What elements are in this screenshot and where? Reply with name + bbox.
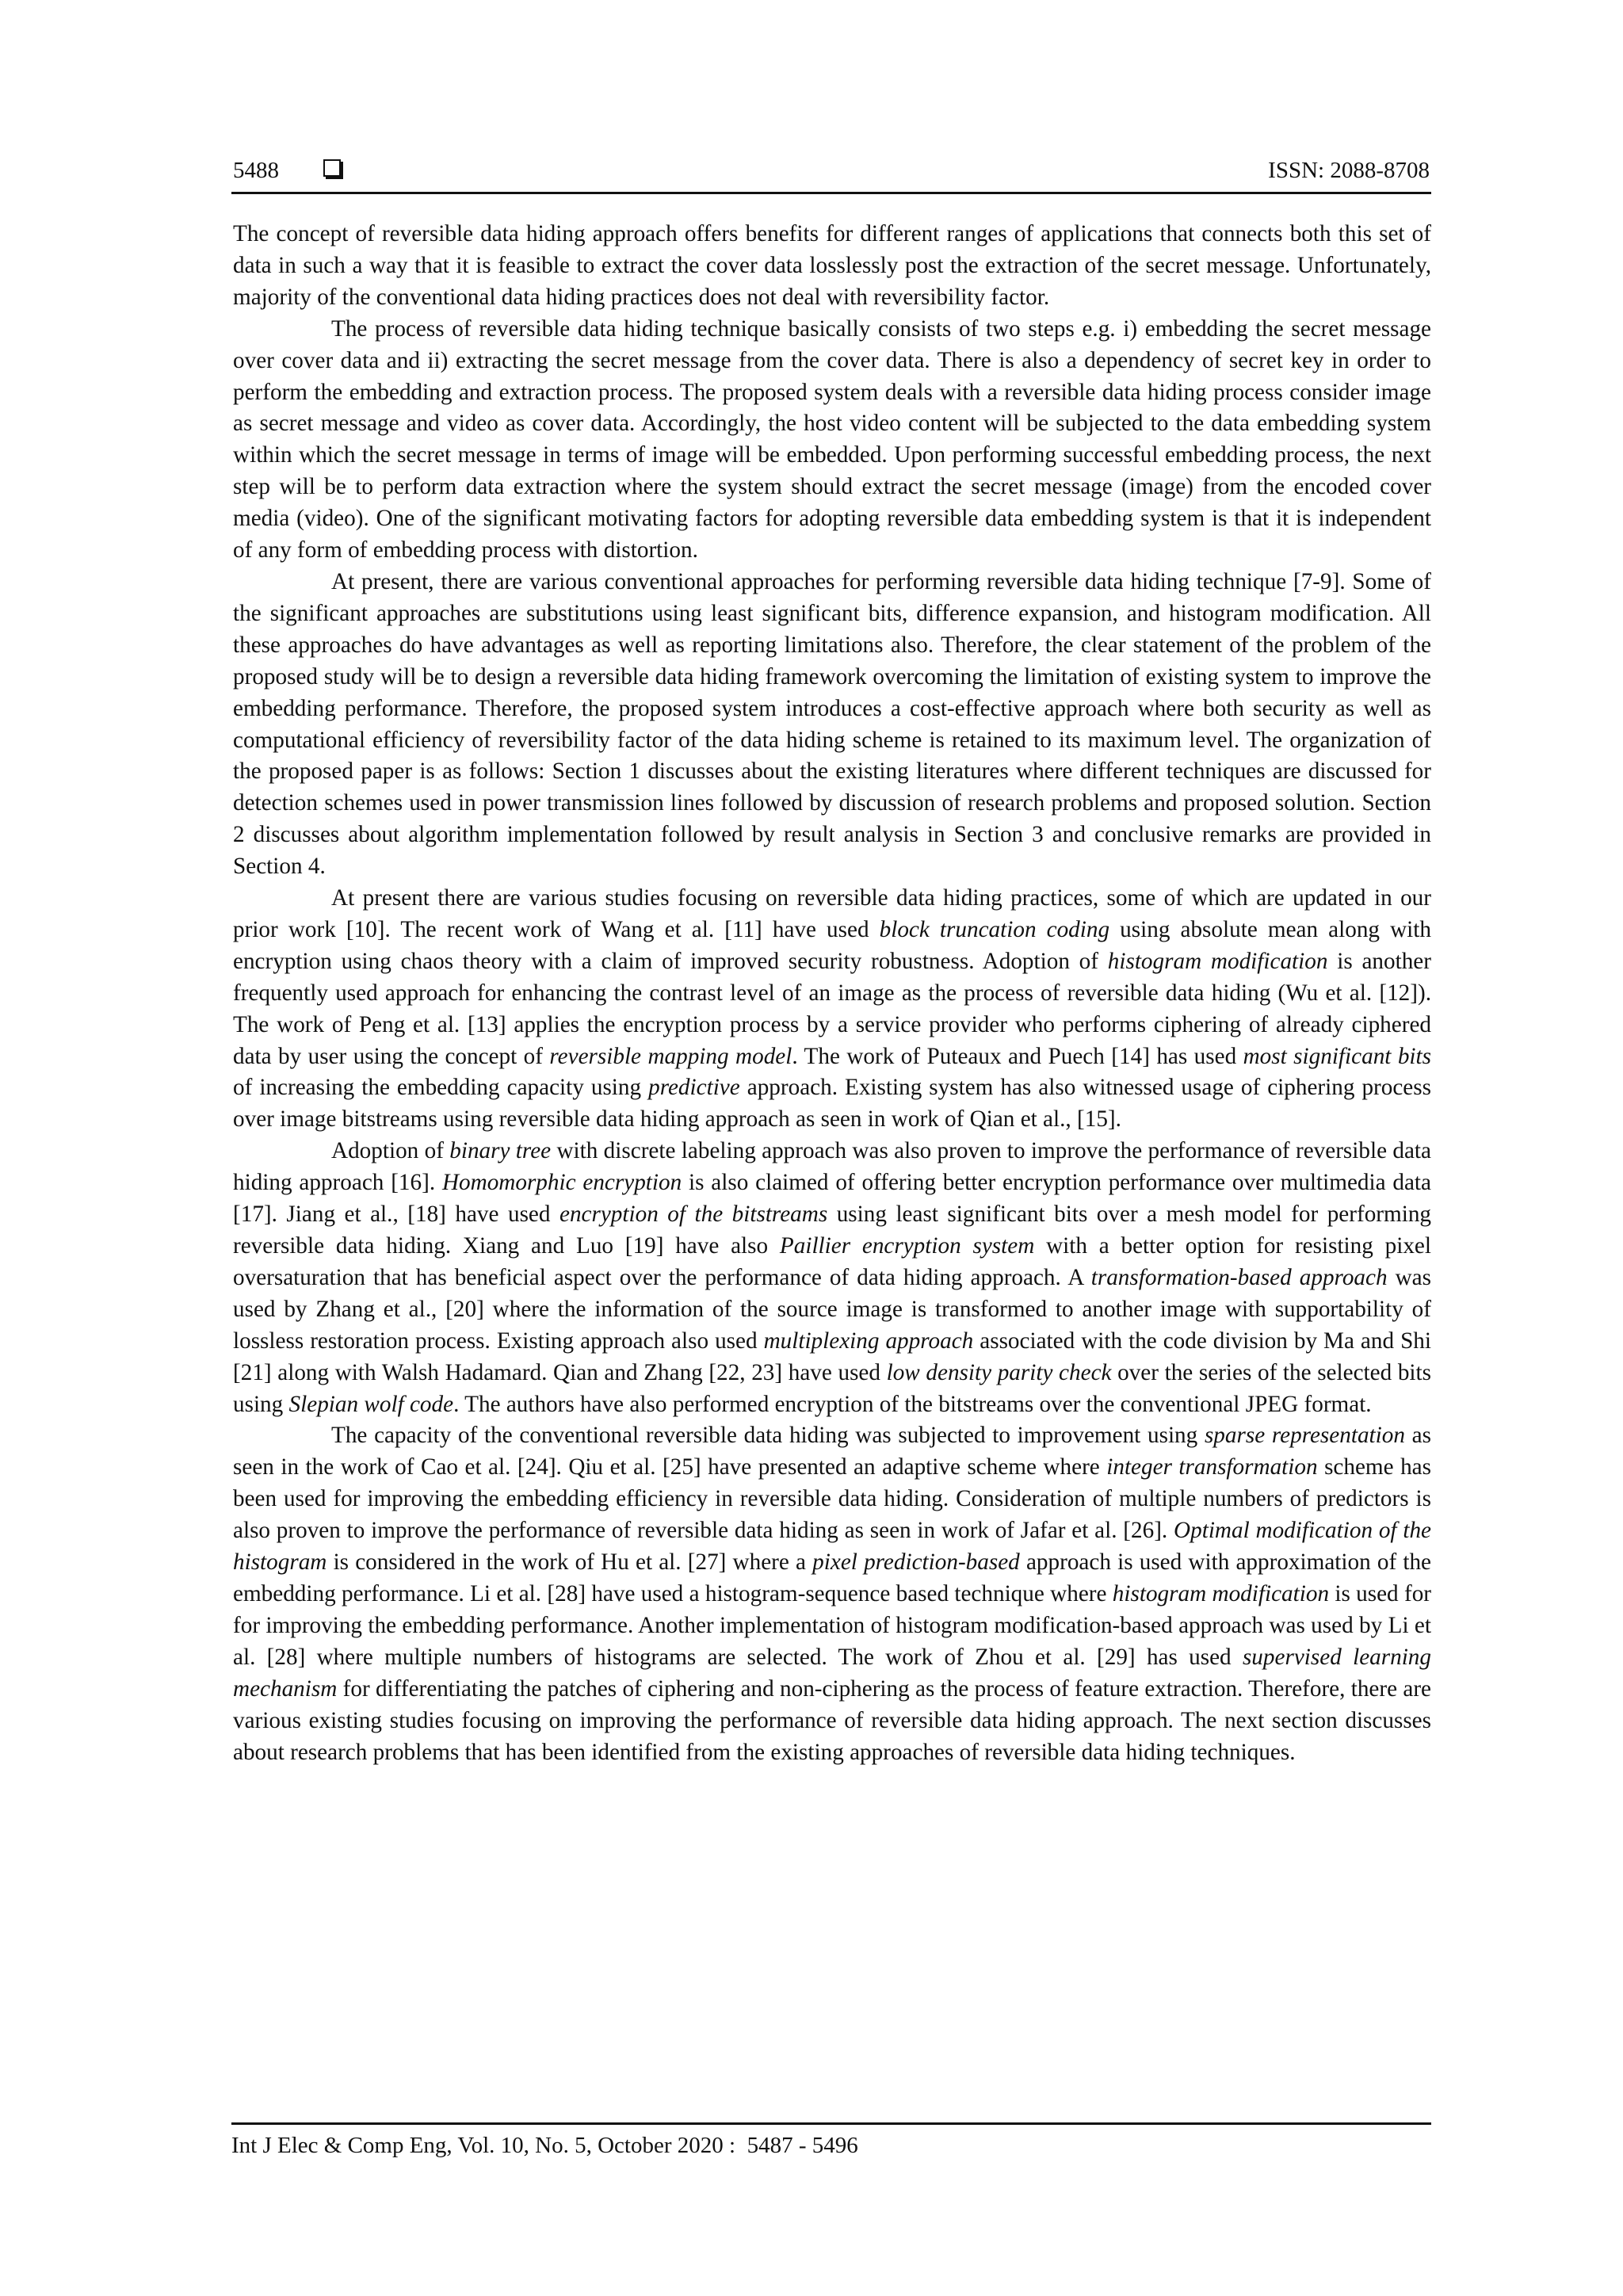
text-run: as seen in the work of Cao et al. [24]. Qiu et al. [25] have presented an adaptive scheme where — [233, 1423, 1431, 1480]
text-run: using absolute mean along with encryption using chaos theory with a claim of improved security robustness. Adoption of — [233, 916, 1431, 974]
italic-term: Homomorphic encryption — [441, 1170, 682, 1196]
italic-term: encryption of the bitstreams — [559, 1201, 828, 1228]
italic-term: predictive — [648, 1075, 740, 1101]
italic-term: integer transformation — [1106, 1454, 1318, 1480]
text-run: approach is used with approximation of the embedding performance. Li et al. [28] have used a histogram-sequence based technique where — [233, 1549, 1431, 1606]
italic-term: histogram modification — [1112, 1580, 1330, 1606]
text-run: The capacity of the conventional reversible data hiding was subjected to improvement using — [331, 1423, 1205, 1449]
text-run: with a better option for resisting pixel oversaturation that has beneficial aspect over the performance of data hiding approach. A — [233, 1233, 1431, 1290]
text-run: was used by Zhang et al., [20] where the information of the source image is transformed to another image with supportability of lossless restoration process. Existing approach also used — [233, 1264, 1431, 1354]
italic-term: pixel prediction-based — [812, 1549, 1020, 1576]
italic-term: sparse representation — [1204, 1423, 1405, 1449]
text-run: for differentiating the patches of ciphering and non-ciphering as the process of feature extraction. Therefore, there are various existing studies focusing on improving the performance of reversible data hiding approach. The next section discusses about research problems that has been identified from the existing approaches of reversible data hiding techniques. — [233, 1675, 1431, 1765]
paragraph-2 — [233, 314, 1431, 567]
italic-term: most significant bits — [1243, 1043, 1431, 1069]
italic-term: Optimal modification of the histogram — [233, 1518, 1431, 1576]
text-run: is also claimed of offering better encryption performance over multimedia data [17]. Jiang et al., [18] have used — [233, 1170, 1431, 1228]
text-run: At present, there are various conventional approaches for performing reversible data hiding technique [7-9]. Some of the significant approaches are substitutions using least significant bits, difference expansion, and histogram modification. All these approaches do have advantages as well as reporting limitations also. Therefore, the clear statement of the problem of the proposed study will be to design a reversible data hiding framework overcoming the limitation of existing system to improve the embedding performance. Therefore, the proposed system introduces a cost-effective approach where both security as well as computational efficiency of reversibility factor of the data hiding scheme is retained to its maximum level. The organization of the proposed paper is as follows: Section 1 discusses about the existing literatures where different techniques are discussed for detection schemes used in power transmission lines followed by discussion of research problems and proposed solution. Section 2 discusses about algorithm implementation followed by result analysis in Section 3 and conclusive remarks are provided in Section 4. — [233, 568, 1431, 880]
text-run: . The work of Puteaux and Puech [14] has used — [792, 1043, 1243, 1069]
italic-term: reversible mapping model — [549, 1043, 792, 1069]
text-run: The process of reversible data hiding technique basically consists of two steps e.g. i) embedding the secret message over cover data and ii) extracting the secret message from the cover data. There is also a dependency of secret key in order to perform the embedding and extraction process. The proposed system deals with a reversible data hiding process consider image as secret message and video as cover data. Accordingly, the host video content will be subjected to the data embedding system within which the secret message in terms of image will be embedded. Upon performing successful embedding process, the next step will be to perform data extraction where the system should extract the secret message (image) from the encoded cover media (video). One of the significant motivating factors for adopting reversible data embedding system is that it is independent of any form of embedding process with distortion. — [233, 315, 1431, 563]
text-run: Adoption of — [331, 1138, 450, 1164]
text-run: with discrete labeling approach was also proven to improve the performance of reversible data hiding approach [16]. — [233, 1138, 1431, 1196]
italic-term: transformation-based approach — [1090, 1264, 1388, 1290]
paragraph-3 — [233, 567, 1431, 883]
text-run: The concept of reversible data hiding approach offers benefits for different ranges of applications that connects both this set of data in such a way that it is feasible to extract the cover data losslessly post the extraction of the secret message. Unfortunately, majority of the conventional data hiding practices does not deal with reversibility factor. — [233, 221, 1431, 310]
footer-citation: Int J Elec & Comp Eng, Vol. 10, No. 5, October 2020 : 5487 - 5496 — [231, 2133, 858, 2158]
text-run: is considered in the work of Hu et al. [27] where a — [327, 1549, 813, 1576]
text-run: At present there are various studies focusing on reversible data hiding practices, some of which are updated in our prior work [10]. The recent work of Wang et al. [11] have used — [233, 885, 1431, 942]
text-run: over the series of the selected bits using — [233, 1359, 1431, 1417]
italic-term: low density parity check — [886, 1359, 1112, 1385]
text-run: . The authors have also performed encryption of the bitstreams over the conventional JPEG format. — [453, 1391, 1372, 1417]
article-body — [233, 219, 1431, 1768]
paragraph-4 — [233, 883, 1431, 1136]
paragraph-6 — [233, 1420, 1431, 1768]
issn-label: ISSN: 2088-8708 — [1268, 158, 1430, 183]
italic-term: block truncation coding — [879, 916, 1110, 942]
italic-term: Slepian wolf code — [288, 1391, 454, 1417]
page-footer — [231, 2122, 1431, 2160]
text-run: associated with the code division by Ma and Shi [21] along with Walsh Hadamard. Qian and Zhang [22, 23] have used — [233, 1328, 1432, 1385]
text-run: is another frequently used approach for enhancing the contrast level of an image as the process of reversible data hiding (Wu et al. [12]). The work of Peng et al. [13] applies the encryption process by a service provider who performs ciphering of already ciphered data by user using the concept of — [233, 948, 1431, 1069]
text-run: scheme has been used for improving the embedding efficiency in reversible data hiding. Consideration of multiple numbers of predictors is also proven to improve the performance of reversible data hiding as seen in work of Jafar et al. [26]. — [233, 1454, 1431, 1544]
text-run: is used for for improving the embedding performance. Another implementation of histogram modification-based approach was used by Li et al. [28] where multiple numbers of histograms are selected. The work of Zhou et al. [29] has used — [233, 1580, 1432, 1670]
page-header — [231, 155, 1431, 194]
italic-term: binary tree — [449, 1138, 552, 1164]
text-run: of increasing the embedding capacity using — [233, 1075, 649, 1101]
text-run: using least significant bits over a mesh model for performing reversible data hiding. Xiang and Luo [19] have also — [233, 1201, 1432, 1259]
paragraph-1 — [233, 219, 1431, 314]
page-number: 5488 — [233, 158, 279, 183]
italic-term: Paillier encryption system — [779, 1233, 1035, 1259]
hollow-square-icon — [323, 159, 341, 177]
paragraph-5 — [233, 1136, 1431, 1420]
text-run: approach. Existing system has also witnessed usage of ciphering process over image bitstreams using reversible data hiding approach as seen in work of Qian et al., [15]. — [233, 1075, 1431, 1133]
italic-term: histogram modification — [1107, 948, 1328, 974]
italic-term: supervised learning mechanism — [233, 1644, 1431, 1702]
italic-term: multiplexing approach — [763, 1328, 974, 1354]
